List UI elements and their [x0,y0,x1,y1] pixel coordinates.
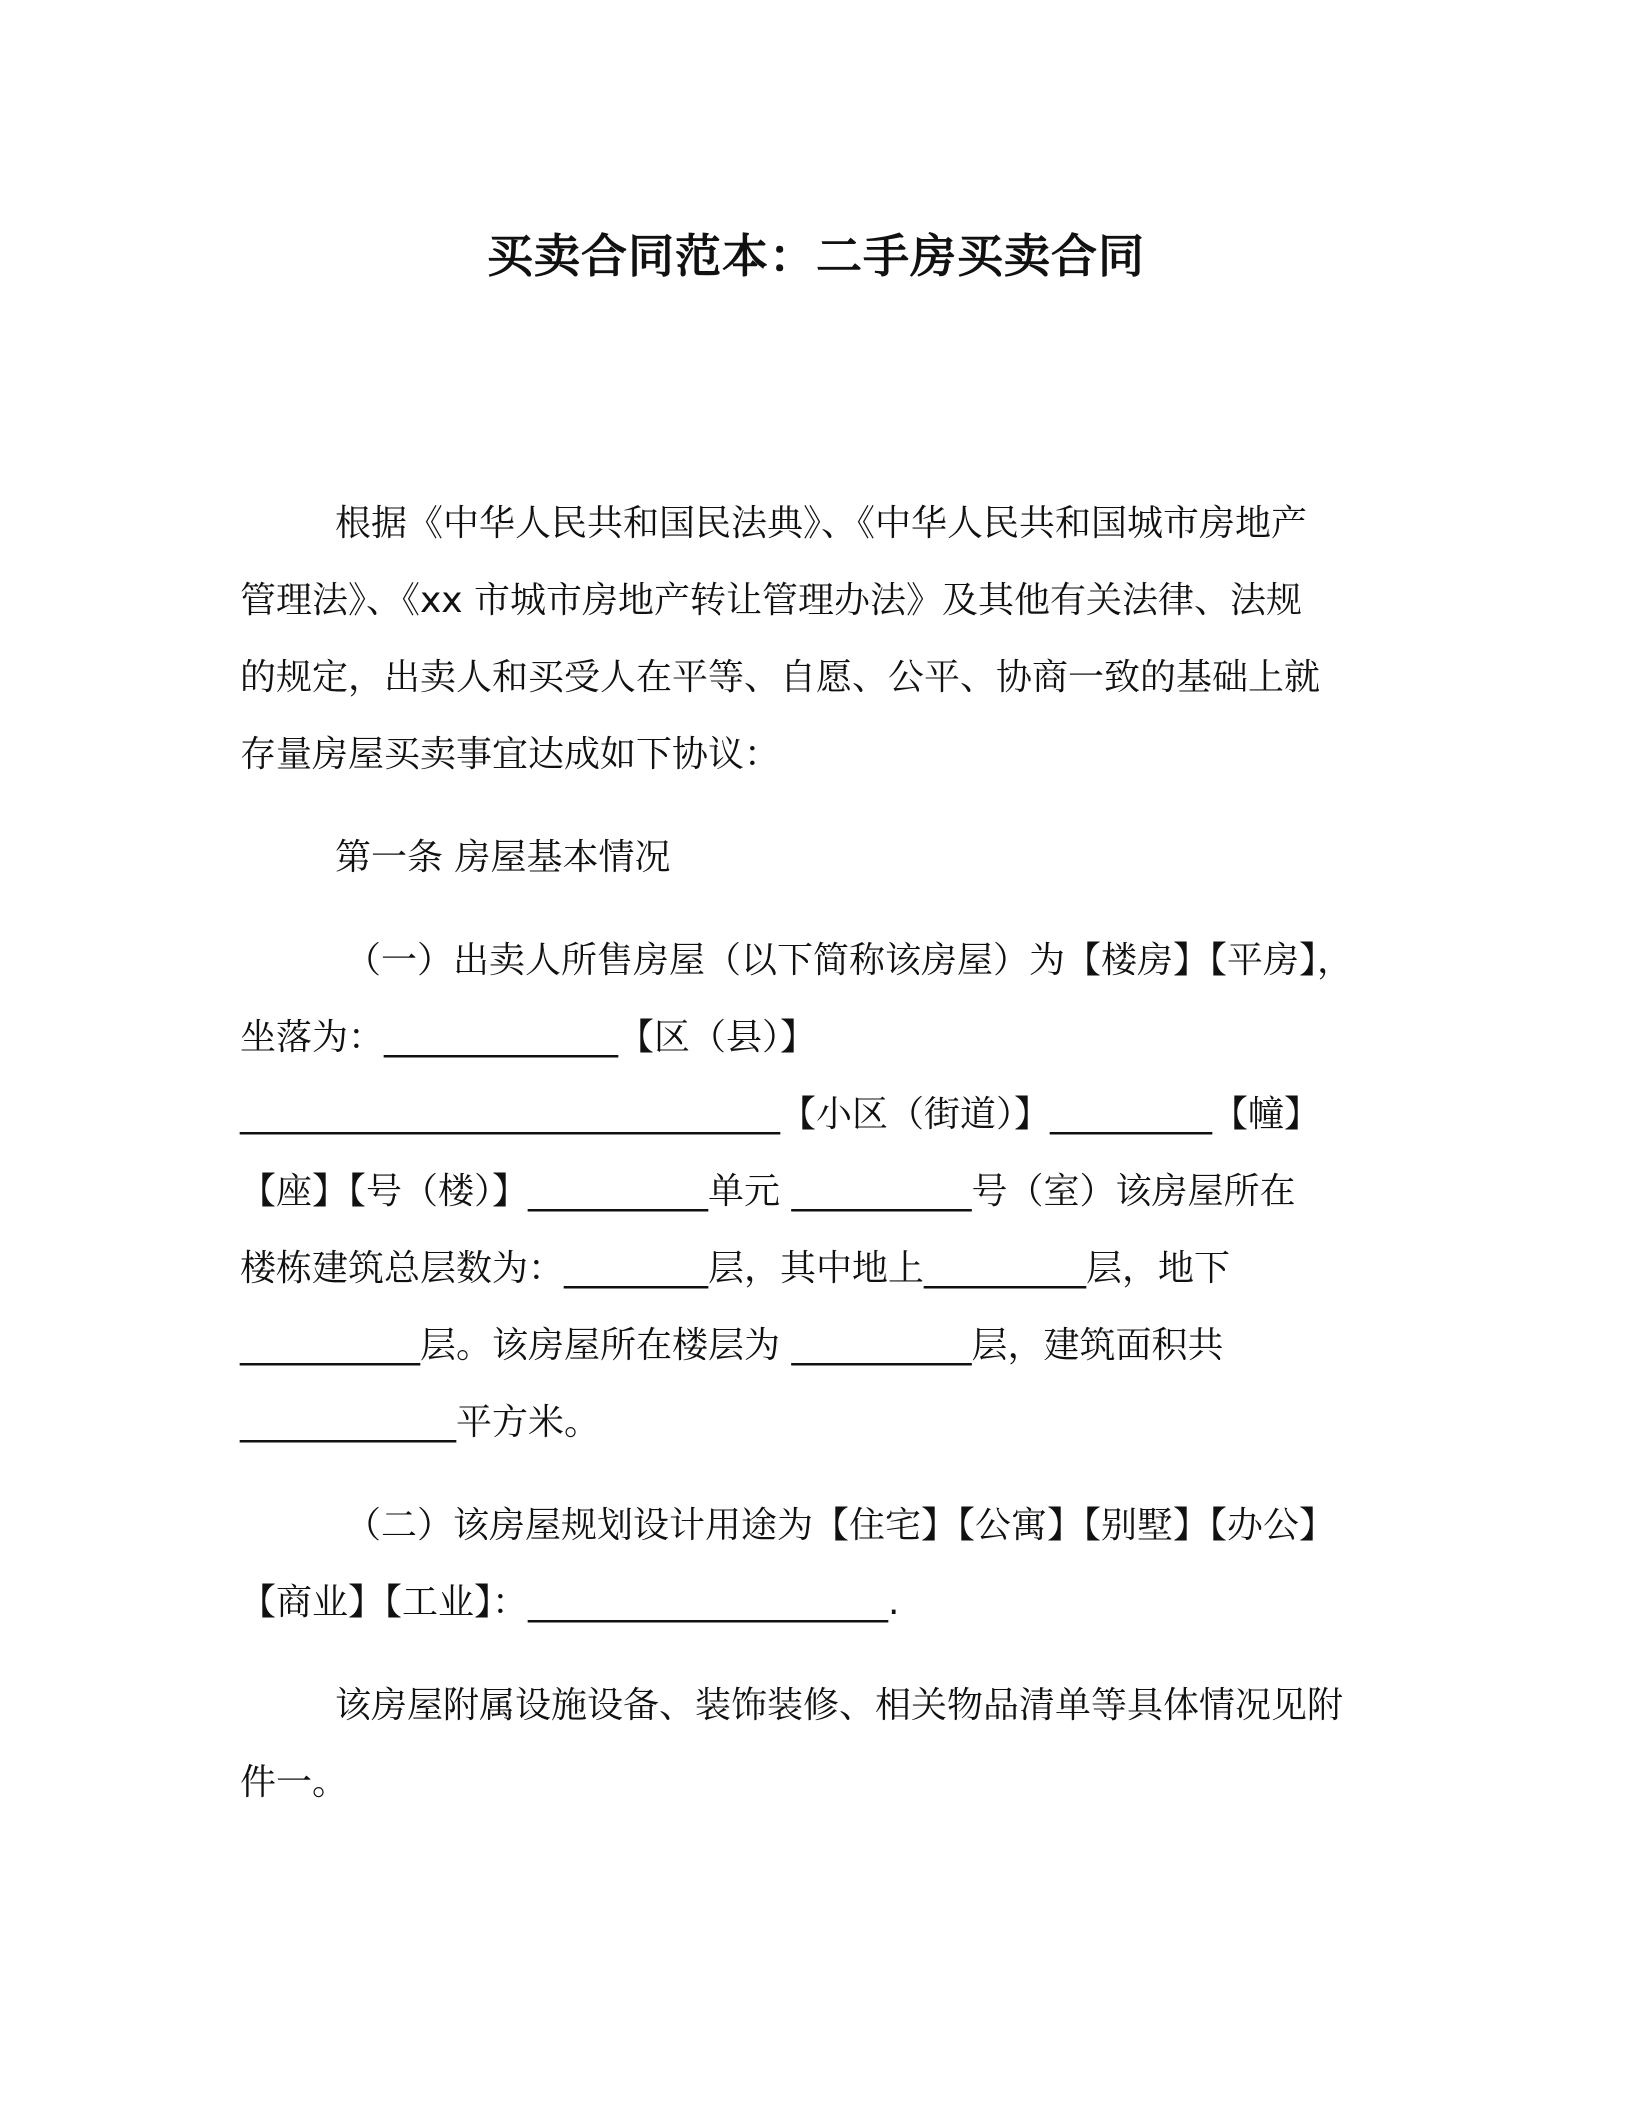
clause-1-line-5: 楼栋建筑总层数为：________层，其中地上_________层，地下 [240,1248,1231,1289]
attachment-line-2: 件一。 [240,1762,349,1803]
preamble-line-4: 存量房屋买卖事宜达成如下协议： [240,734,781,775]
clause-2-line-1: （二）该房屋规划设计用途为【住宅】【公寓】【别墅】【办公】 [345,1505,1336,1546]
clause-1-line-2: 坐落为：_____________【区（县）】 [240,1017,817,1058]
clause-1-line-6: __________层。该房屋所在楼层为 __________层，建筑面积共 [240,1325,1224,1366]
article-1-heading: 第一条 房屋基本情况 [335,837,671,878]
attachment-line-1: 该房屋附属设施设备、装饰装修、相关物品清单等具体情况见附 [335,1685,1344,1726]
clause-1-line-7: ____________平方米。 [240,1402,601,1443]
clause-1-line-1: （一）出卖人所售房屋（以下简称该房屋）为【楼房】【平房】， [345,940,1354,981]
clause-2-line-2: 【商业】【工业】：____________________. [240,1582,900,1623]
clause-1-line-3: ______________________________【小区（街道）】_________【幢】 [240,1094,1321,1135]
preamble-line-1: 根据《中华人民共和国民法典》、《中华人民共和国城市房地产 [335,503,1308,544]
preamble-line-3: 的规定，出卖人和买受人在平等、自愿、公平、协商一致的基础上就 [240,657,1321,698]
preamble-line-2: 管理法》、《xx 市城市房地产转让管理办法》及其他有关法律、法规 [240,580,1303,621]
clause-1-line-4: 【座】【号（楼）】__________单元 __________号（室）该房屋所在 [240,1171,1296,1212]
document-title: 买卖合同范本：二手房买卖合同 [487,229,1145,283]
